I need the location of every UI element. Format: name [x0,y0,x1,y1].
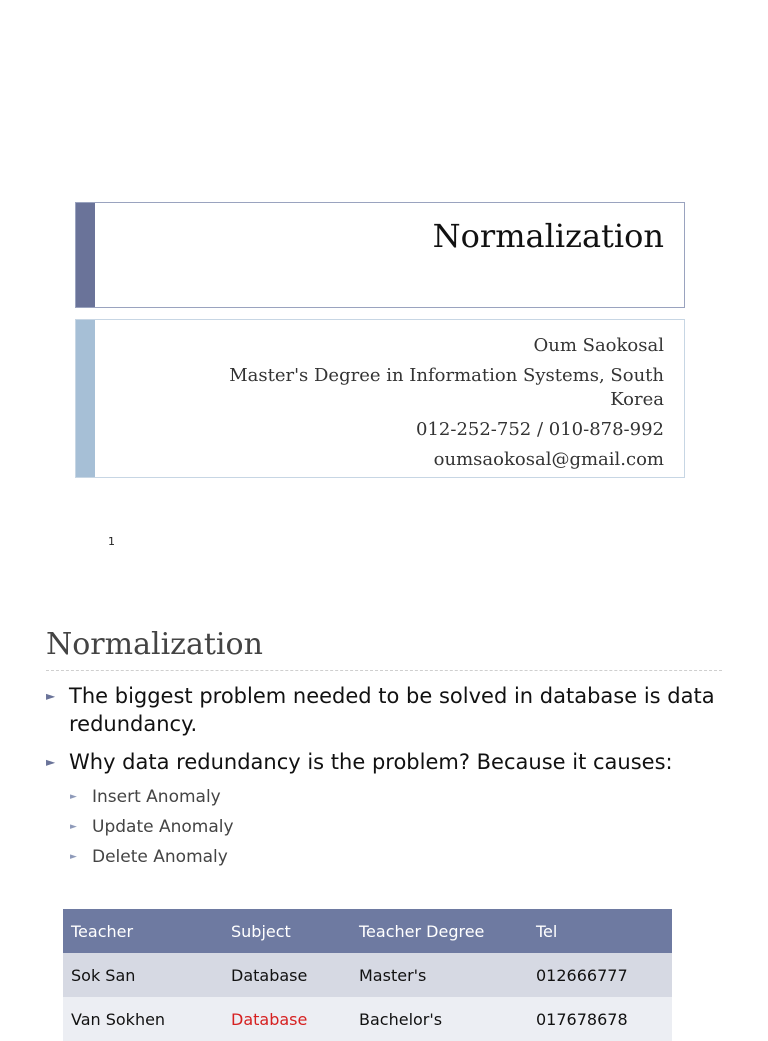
sub-bullet-item [46,846,726,868]
degree-text [164,364,664,412]
table-cell: Master's [351,953,528,997]
sub-bullet-text: Insert Anomaly [92,787,221,807]
bullet-item [46,748,726,776]
table-cell: Bachelor's [351,997,528,1041]
sub-bullet-arrow-icon: ► [70,822,77,832]
bullet-text: The biggest problem needed to be solved in database is data redundancy. [69,684,715,736]
table-row [63,997,672,1041]
header-tel: Tel [528,909,672,953]
sub-bullet-item [46,786,726,808]
table-cell: Van Sokhen [63,997,223,1041]
title-slide-box [75,202,685,308]
title-divider [46,670,722,671]
sub-bullet-text: Update Anomaly [92,817,234,837]
header-teacher-degree: Teacher Degree [351,909,528,953]
bullet-list [46,682,726,876]
slide2-title: Normalization [46,627,263,662]
header-subject: Subject [223,909,351,953]
header-teacher: Teacher [63,909,223,953]
table-cell: Database [223,953,351,997]
title-accent-bar [76,203,95,307]
table-cell: 012666777 [528,953,672,997]
teacher-table [63,909,672,1041]
sub-bullet-item [46,816,726,838]
bullet-text: Why data redundancy is the problem? Because it causes: [69,750,673,774]
phone-numbers: 012-252-752 / 010-878-992 [416,419,664,440]
table-cell-highlighted: Database [223,997,351,1041]
subtitle-accent-bar [76,320,95,477]
sub-bullet-arrow-icon: ► [70,792,77,802]
sub-bullet-text: Delete Anomaly [92,847,228,867]
page-number: 1 [108,535,115,548]
bullet-arrow-icon: ► [46,689,56,703]
table-cell: Sok San [63,953,223,997]
author-name: Oum Saokosal [533,335,664,356]
slide1-title: Normalization [432,217,664,255]
subtitle-lines [164,334,664,478]
bullet-arrow-icon: ► [46,755,56,769]
sub-bullet-arrow-icon: ► [70,852,77,862]
degree-line-1: Master's Degree in Information Systems, South [229,365,664,386]
degree-line-2: Korea [610,389,664,410]
table-cell: 017678678 [528,997,672,1041]
table-row [63,953,672,997]
table-header-row [63,909,672,953]
email-address: oumsaokosal@gmail.com [433,449,664,470]
subtitle-box [75,319,685,478]
bullet-item [46,682,726,738]
